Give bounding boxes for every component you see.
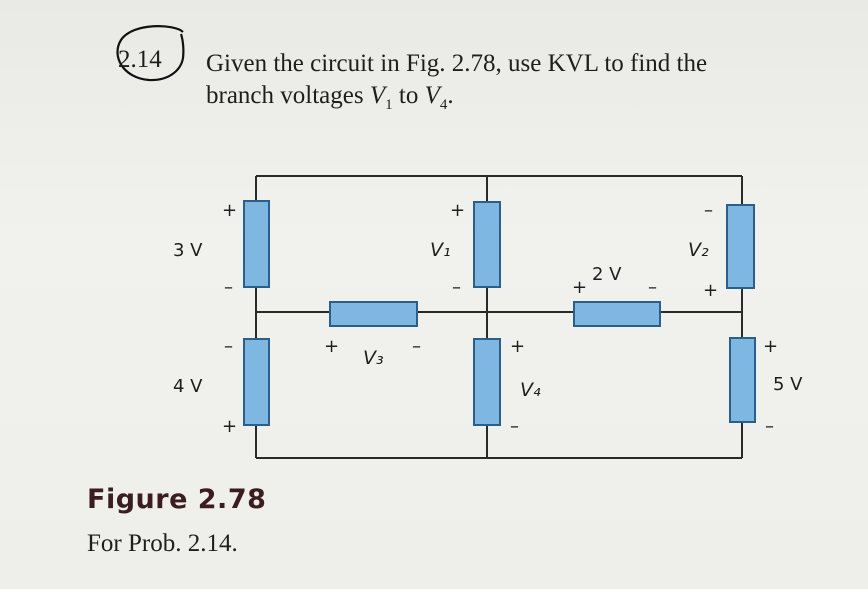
sign-v4-minus: – bbox=[510, 416, 519, 437]
sign-v3-plus: + bbox=[324, 336, 340, 357]
label-v3: V₃ bbox=[363, 347, 384, 369]
sign-v3-minus: – bbox=[412, 336, 421, 357]
label-4v: 4 V bbox=[173, 376, 203, 397]
variable-v4: V bbox=[424, 82, 440, 109]
problem-text-suffix: . bbox=[447, 82, 454, 109]
sign-v2-minus: – bbox=[704, 200, 713, 221]
sign-4v-plus: + bbox=[222, 416, 238, 437]
element-v4 bbox=[474, 339, 500, 425]
figure-caption-subtitle: For Prob. 2.14. bbox=[87, 530, 238, 557]
source-5v-element bbox=[730, 338, 755, 422]
problem-number: 2.14 bbox=[118, 46, 162, 73]
label-5v: 5 V bbox=[773, 374, 803, 395]
sign-4v-minus: – bbox=[224, 336, 233, 357]
source-3v-element bbox=[244, 201, 269, 287]
label-v1: V₁ bbox=[430, 239, 451, 261]
sign-v4-plus: + bbox=[510, 336, 526, 357]
sign-5v-plus: + bbox=[763, 336, 779, 357]
variable-v1: V bbox=[369, 82, 386, 109]
sign-2v-minus: – bbox=[648, 277, 657, 298]
problem-text-line1: Given the circuit in Fig. 2.78, use KVL to find the bbox=[206, 50, 708, 77]
sign-3v-minus: – bbox=[224, 277, 233, 298]
element-v2 bbox=[727, 205, 754, 288]
problem-text-to: to bbox=[392, 82, 425, 109]
label-v2: V₂ bbox=[688, 239, 709, 261]
sign-5v-minus: – bbox=[765, 416, 774, 437]
sign-v1-minus: – bbox=[452, 277, 461, 298]
sign-2v-plus: + bbox=[572, 277, 588, 298]
element-v3 bbox=[330, 302, 417, 326]
label-2v: 2 V bbox=[592, 264, 622, 285]
source-2v-element bbox=[574, 302, 660, 326]
variable-v1-sub: 1 bbox=[385, 97, 393, 113]
sign-v1-plus: + bbox=[450, 200, 466, 221]
element-v1 bbox=[474, 202, 500, 287]
label-3v: 3 V bbox=[173, 240, 203, 261]
figure-caption-title: Figure 2.78 bbox=[87, 484, 267, 515]
problem-text-prefix: branch voltages bbox=[206, 82, 370, 109]
sign-3v-plus: + bbox=[222, 200, 238, 221]
label-v4: V₄ bbox=[520, 379, 541, 401]
source-4v-element bbox=[244, 339, 269, 425]
sign-v2-plus: + bbox=[703, 280, 719, 301]
variable-v4-sub: 4 bbox=[439, 97, 448, 113]
